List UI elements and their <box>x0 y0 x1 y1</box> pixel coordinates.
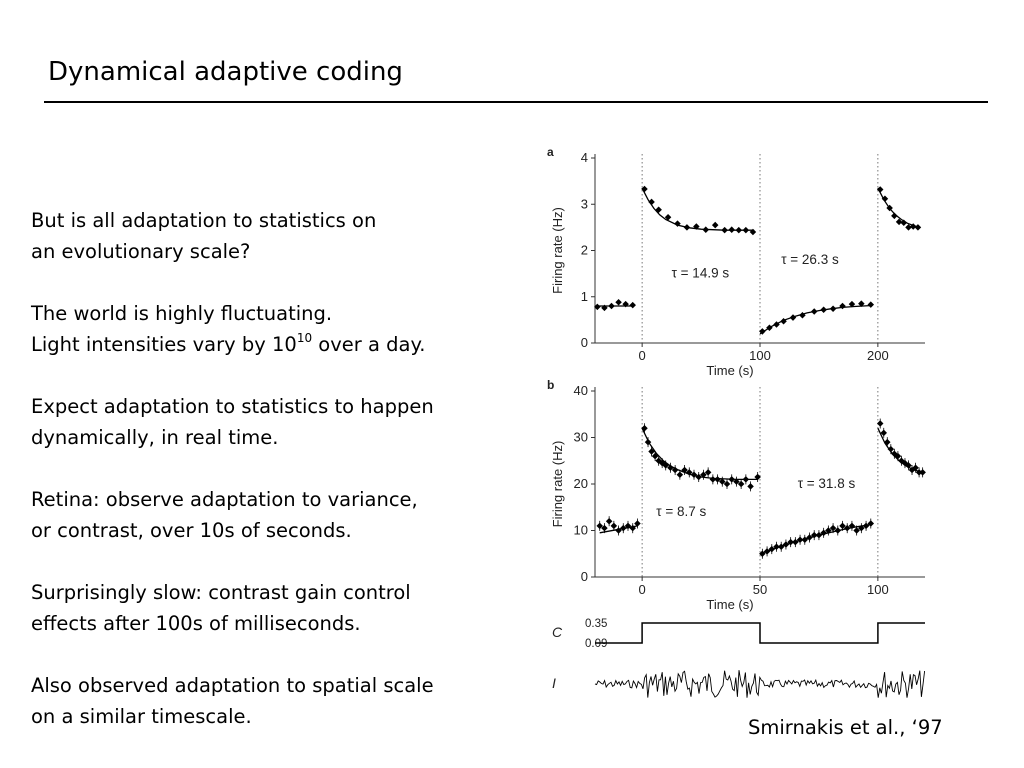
body-line <box>31 484 521 515</box>
data-point <box>820 306 827 313</box>
fit-curve <box>760 306 872 334</box>
body-line <box>31 422 521 453</box>
body-line <box>31 608 521 639</box>
body-line-text: or contrast, over 10s of seconds. <box>31 519 352 542</box>
contrast-label: C <box>552 624 563 640</box>
body-line-text: Expect adaptation to statistics to happen <box>31 395 434 418</box>
y-tick-label: 4 <box>580 150 588 165</box>
y-tick-label: 10 <box>573 522 588 538</box>
tau-annotation: τ = 14.9 s <box>671 265 730 281</box>
body-line-text: Light intensities vary by 10 <box>31 333 297 356</box>
body-line <box>31 236 521 267</box>
chart-panel-a <box>547 145 925 378</box>
y-tick-label: 40 <box>573 383 588 398</box>
body-line <box>31 205 521 236</box>
y-axis-label: Firing rate (Hz) <box>550 440 565 528</box>
body-paragraph <box>31 298 521 360</box>
title-rule <box>44 101 988 103</box>
citation: Smirnakis et al., ‘97 <box>748 716 943 739</box>
tau-annotation: τ = 31.8 s <box>797 476 856 491</box>
data-point <box>868 301 875 308</box>
body-text <box>31 205 521 763</box>
x-axis-label: Time (s) <box>706 597 754 612</box>
intensity-trace <box>595 670 925 698</box>
data-point <box>684 224 691 231</box>
body-line-text: But is all adaptation to statistics on <box>31 209 377 232</box>
data-point <box>648 199 655 206</box>
slide-title: Dynamical adaptive coding <box>48 57 403 87</box>
body-line-text-after: over a day. <box>312 333 426 356</box>
y-tick-label: 0 <box>580 335 588 350</box>
data-point <box>703 226 710 233</box>
y-tick-label: 2 <box>580 242 588 258</box>
body-line-text: Retina: observe adaptation to variance, <box>31 488 418 511</box>
stimulus-panel <box>552 618 925 698</box>
data-point <box>830 306 837 313</box>
contrast-high-label: 0.35 <box>585 618 608 630</box>
body-line <box>31 701 521 732</box>
x-tick-label: 200 <box>867 348 889 363</box>
contrast-trace <box>595 623 925 643</box>
body-line <box>31 391 521 422</box>
body-paragraph <box>31 484 521 546</box>
data-point <box>608 303 615 310</box>
fit-curve <box>642 428 758 479</box>
data-point <box>790 314 797 321</box>
body-line-text: The world is highly fluctuating. <box>31 302 333 325</box>
data-point <box>728 226 735 233</box>
y-tick-label: 3 <box>580 196 588 212</box>
panel-label: b <box>547 378 555 392</box>
panel-label: a <box>547 145 554 159</box>
x-tick-label: 100 <box>867 582 889 597</box>
intensity-label: I <box>552 675 556 691</box>
data-point <box>629 302 636 309</box>
body-line-text: dynamically, in real time. <box>31 426 279 449</box>
y-tick-label: 0 <box>580 569 588 584</box>
data-point <box>615 299 622 306</box>
data-point <box>891 213 898 220</box>
body-line-text: effects after 100s of milliseconds. <box>31 612 361 635</box>
data-point <box>915 224 922 231</box>
y-tick-label: 1 <box>580 288 588 304</box>
figure <box>540 140 940 710</box>
x-tick-label: 50 <box>752 582 768 597</box>
body-line <box>31 577 521 608</box>
data-point <box>712 222 719 229</box>
contrast-low-label: 0.09 <box>585 638 608 650</box>
body-line-text: an evolutionary scale? <box>31 240 251 263</box>
body-line-text: Surprisingly slow: contrast gain control <box>31 581 411 604</box>
x-tick-label: 0 <box>638 348 646 363</box>
x-tick-label: 0 <box>638 582 646 597</box>
data-point <box>811 308 818 315</box>
tau-annotation: τ = 8.7 s <box>656 503 707 519</box>
body-line <box>31 329 521 360</box>
body-line <box>31 298 521 329</box>
body-line-text: Also observed adaptation to spatial scale <box>31 674 434 697</box>
data-point <box>743 227 750 234</box>
data-point <box>721 227 728 234</box>
data-point <box>901 219 908 226</box>
body-paragraph <box>31 205 521 267</box>
data-point <box>736 227 743 234</box>
body-line <box>31 515 521 546</box>
body-paragraph <box>31 391 521 453</box>
exponent: 10 <box>296 330 313 345</box>
body-paragraph <box>31 577 521 639</box>
chart-panel-b <box>547 378 926 612</box>
body-line-text: on a similar timescale. <box>31 705 252 728</box>
y-tick-label: 30 <box>573 429 588 445</box>
tau-annotation: τ = 26.3 s <box>781 251 839 267</box>
x-axis-label: Time (s) <box>706 363 754 378</box>
y-axis-label: Firing rate (Hz) <box>550 207 565 294</box>
body-line <box>31 670 521 701</box>
body-paragraph <box>31 670 521 732</box>
y-tick-label: 20 <box>573 476 588 491</box>
x-tick-label: 100 <box>749 348 771 363</box>
